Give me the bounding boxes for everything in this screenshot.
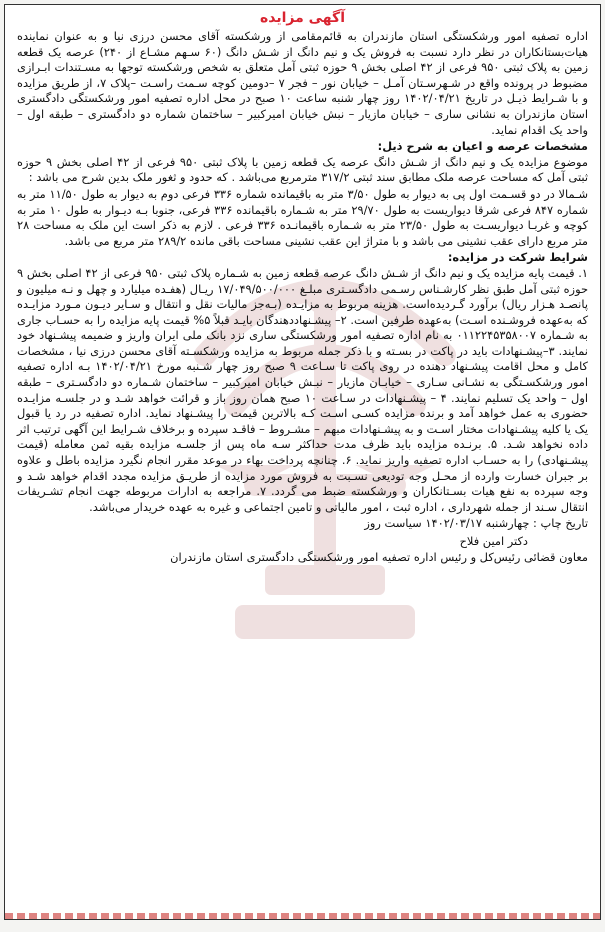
signature-block [17,534,588,565]
signer-title: معاون قضائی رئیس‌کل و رئیس اداره تصفیه امور ورشکستگی دادگستری استان مازندران [170,549,588,564]
print-date: تاریخ چاپ : چهارشنبه ۱۴۰۲/۰۳/۱۷ سیاست روز [364,516,588,531]
conditions-text: ۱. قیمت پایه مزایده یک و نیم دانگ از شـش دانگ عرصه قطعه زمین به شـماره پلاک ثبتی ۹۵۰ فرعی از ۴۲ اصلی بخش ۹ حوزه ثبتی آمل طبق نظر کارشـناس رسـمی دادگسـتری مبلـغ ۱۷/۰۴۹/۵۰۰/۰۰۰ ریـال (هفـده میلیارد و چهل و نـه میلیون و پانصـد هـزار ریال) برآورد گـردیده‌است. هزینه مربوط به مزایـده (بـه‌جز مالیات نقل و انتقال و سـایر دیـون مـورد مزایـده که به‌عهده فروشـنده اسـت) به‌عهده طرفین است. ۲– پیشـنهاددهندگان بایـد قبلاً ۵% قیمت پایه مزایده را به حسـاب جاری به شـماره ۰۱۱۲۲۴۵۳۵۸۰۰۷ به نام اداره تصفیه امور ورشکستگی ساری نزد بانک ملی ایران واریز و ضمیمه پیشـنهاد خود نمایند. ۳–پیشـنهادات باید در پاکت در بسـته و با ذکر جمله مربوط به مزایده ورشکسـته آقای محسن درزی نیا ، مشخصات کامل و محل اقامت پیشـنهاد دهنده در روی پاکت تا سـاعت ۹ صبح روز چهار شـنبه مورخ ۱۴۰۲/۰۴/۲۱ بـه اداره تصفیه امور ورشکسـتگی به نشـانی سـاری – خیابـان مازیار – نبـش خیابان امیرکبیر – ساختمان شـماره دو دادگسـتری – طبقه اول – واحد یک تسلیم نمایند. ۴ – پیشـنهادات در سـاعت ۱۰ صبح همان روز باز و قرائت خواهد شـد و در جلسـه مزایـده حضوری به عمل خواهد آمد و برنده مزایده کسـی اسـت کـه بالاترین قیمت را پیشـنهاد نماید. اداره تصفیه در رد یا قبول یک یا کلیه پیشـنهادات مختار اسـت و به پیشـنهادات مبهم – مشـروط – فاقـد سپرده و برخلاف شـرایط این آگهی ترتیب اثر داده نخواهد شـد. ۵. برنـده مزایده باید ظرف مدت حداکثر سـه ماه پس از جلسـه مزایده بقیه ثمن معامله (قیمت پیشـنهادی) را به حسـاب اداره تصفیه واریز نماید. ۶. چنانچه پرداخت بهاء در موعد مقرر انجام نگیرد مزایده باطل و علاوه بر جبران خسارت وارده از محـل وجه تودیعی نسـبت به فروش مورد مزایده از طریـق مزایده مجدد اقدام خواهد شـد و وجه سپرده به نفع هیات بسـتانکاران و ورشکسته ضبط می گردد. ۷. مراجعه به ادارات مربوطه جهت انجام تشـریفات انتقال سـند از جمله شهرداری ، اداره ثبت ، امور مالیاتی و تامین اجتماعی و غیره به عهده خریدار می‌باشد. [17,265,589,514]
notice-body [5,5,600,565]
conditions-heading: شرایط شرکت در مزایده: [447,250,588,265]
specs-heading: مشخصات عرصه و اعیان به شرح ذیل: [377,139,588,154]
cropped-next-notice-strip [5,913,600,919]
notice-title: آگهی مزایده [259,10,345,26]
notice-intro: اداره تصفیه امور ورشکستگی استان مازندران به قائم‌مقامی از ورشکسته آقای محسن درزی نیا و به عنوان نماینده هیات‌بستانکاران در نظر دارد نسبت به فروش یک و نیم دانگ از شـش دانگ (۶۰ سـهم مشـاع از ۲۴۰) عرصه یک قطعه زمین به پلاک ثبتی ۹۵۰ فرعی از ۴۲ اصلی بخش ۹ حوزه ثبتی آمل متعلق به شخص ورشکسته توجها به مسـتندات ابـرازی مضبوط در پرونده واقع در شـهرسـتان آمـل – خیابان نور – فجر ۷ –دومین کوچه سـمت راسـت –پلاک ۷، از طریق مزایده و با شـرایط ذیـل در تاریخ ۱۴۰۲/۰۴/۲۱ روز چهار شنبه ساعت ۱۰ صبح در محل اداره تصفیه امور ورشکستگی دادگستری استان مازندران به نشانی ساری – خیابان مازیار – نبش خیابان امیرکبیر – ساختمان شماره دو دادگستری – طبقه اول – واحد یک اقدام نماید. [17,29,589,137]
signer-name: دکتر امین فلاح [459,534,528,548]
boundaries-text: شـمالا در دو قسـمت اول پی به دیوار به طول ۳/۵۰ متر به باقیمانده شماره ۳۳۶ فرعی دوم به دیوار به طول ۱۱/۵۰ متر به شماره ۸۴۷ فرعی شرقا دیواریست به طول ۲۹/۷۰ متر به شـماره باقیمانده ۳۳۶ فرعی، جنوبا بـه دیـوار به طول ۱۰ متر به کوچه و غربـا دیواریسـت به طول ۲۳/۵۰ متر به شـماره باقیمانـده ۳۳۶ فرعی . لازم به ذکر است این ملک به مساحت ۲۸ متر مربع دارای عقب نشینی می باشد و با متراژ این عقب نشینی مساحت باقی مانده ۲۸۹/۲ متر مربع می باشد. [17,186,588,248]
notice-page [4,4,601,920]
specs-text: موضوع مزایده یک و نیم دانگ از شـش دانگ عرصه یک قطعه زمین با پلاک ثبتی ۹۵۰ فرعی از ۴۲ اصلی بخش ۹ حوزه ثبتی آمل که مساحت عرصه ملک مطابق سند ثبتی ۳۱۷/۲ مترمربع می‌باشد . که حدود و ثغور ملک بدین شرح می باشد : [17,154,588,185]
